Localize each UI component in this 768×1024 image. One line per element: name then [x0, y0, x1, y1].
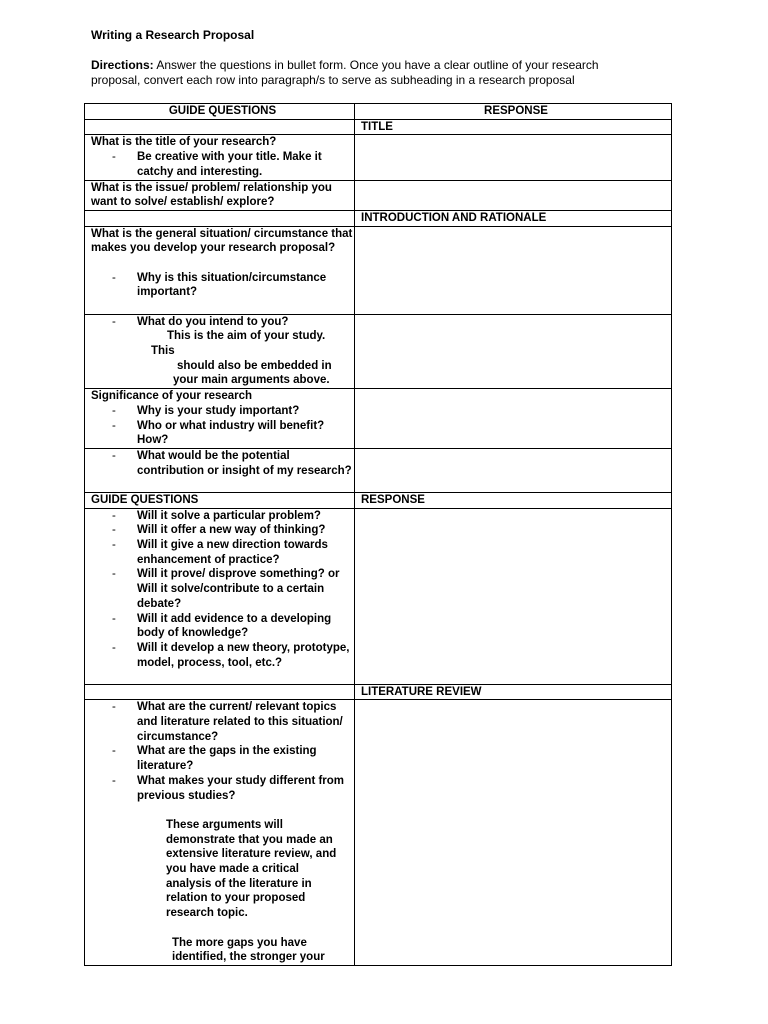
table-row — [85, 226, 672, 314]
response-cell[interactable] — [355, 448, 672, 492]
response-cell[interactable] — [355, 700, 672, 966]
section-row-title — [85, 119, 672, 135]
bullet-dash: - — [112, 315, 116, 328]
section-left-empty — [85, 210, 355, 226]
bullet-text: Why is your study important? — [137, 404, 300, 417]
bullet-dash: - — [112, 524, 116, 537]
bullet-item — [91, 641, 354, 670]
bullet-item — [91, 509, 354, 524]
question-cell — [85, 314, 355, 389]
note-text: your main arguments above. — [173, 374, 330, 387]
directions-text — [91, 58, 651, 88]
bullet-dash: - — [112, 612, 116, 625]
section-label-literature: LITERATURE REVIEW — [355, 684, 672, 700]
response-cell[interactable] — [355, 389, 672, 449]
section-left-empty — [85, 684, 355, 700]
response-cell[interactable] — [355, 508, 672, 684]
bullet-dash: - — [112, 419, 116, 432]
question-cell — [85, 226, 355, 314]
table-row — [85, 180, 672, 210]
bullet-text: Will it develop a new theory, prototype, model, process, tool, etc.? — [137, 641, 350, 669]
spacer — [91, 921, 354, 936]
subheader-row — [85, 492, 672, 508]
question-cell — [85, 135, 355, 180]
bullet-text: What are the gaps in the existing literature? — [137, 745, 317, 773]
bullet-text: Be creative with your title. Make it catchy and interesting. — [137, 151, 322, 178]
bullet-dash: - — [112, 568, 116, 581]
bullet-text: What makes your study different from previous studies? — [137, 774, 345, 802]
note-text: should also be embedded in — [177, 359, 332, 372]
header-response: RESPONSE — [355, 104, 672, 120]
bullet-dash: - — [112, 271, 116, 284]
response-cell[interactable] — [355, 135, 672, 180]
table-row — [85, 448, 672, 492]
section-row-literature — [85, 684, 672, 700]
header-guide-questions: GUIDE QUESTIONS — [85, 104, 355, 120]
question-cell — [85, 448, 355, 492]
bullet-text: What do you intend to you? — [137, 315, 289, 328]
bullet-dash: - — [112, 509, 116, 522]
bullet-item — [91, 744, 354, 773]
bullet-dash: - — [112, 701, 116, 714]
note-text: This — [151, 345, 175, 358]
section-row-introduction — [85, 210, 672, 226]
bullet-text: Will it offer a new way of thinking? — [137, 524, 326, 537]
table-row — [85, 135, 672, 180]
bullet-item — [91, 150, 354, 179]
bullet-dash: - — [112, 449, 116, 462]
spacer — [91, 256, 354, 271]
response-cell[interactable] — [355, 226, 672, 314]
bullet-item — [91, 538, 354, 567]
bullet-item — [91, 612, 354, 641]
table-header-row — [85, 104, 672, 120]
bullet-dash: - — [112, 151, 116, 164]
question-cell — [85, 180, 355, 210]
section-label-title: TITLE — [355, 119, 672, 135]
bullet-dash: - — [112, 404, 116, 417]
bullet-item — [91, 419, 354, 448]
section-label-introduction: INTRODUCTION AND RATIONALE — [355, 210, 672, 226]
bullet-text: Will it add evidence to a developing body of knowledge? — [137, 612, 332, 640]
response-cell[interactable] — [355, 180, 672, 210]
question-text: What is the issue/ problem/ relationship you want to solve/ establish/ explore? — [91, 181, 332, 209]
subheader-response: RESPONSE — [355, 492, 672, 508]
question-text: What is the title of your research? — [91, 136, 277, 149]
question-cell — [85, 700, 355, 966]
table-row — [85, 389, 672, 449]
table-row — [85, 700, 672, 966]
table-row — [85, 508, 672, 684]
bullet-text: Will it prove/ disprove something? or Will it solve/contribute to a certain debate? — [137, 568, 340, 610]
bullet-dash: - — [112, 539, 116, 552]
subheader-guide-questions: GUIDE QUESTIONS — [85, 492, 355, 508]
bullet-item — [91, 271, 354, 300]
bullet-item — [91, 567, 354, 611]
bullet-text: Will it give a new direction towards enhancement of practice? — [137, 539, 328, 566]
guide-questions-table — [84, 103, 672, 966]
question-text: Significance of your research — [91, 390, 253, 403]
question-cell — [85, 389, 355, 449]
page-title: Writing a Research Proposal — [91, 28, 255, 42]
bullet-text: What would be the potential contribution or insight of my research? — [137, 449, 352, 477]
bullet-text: Why is this situation/circumstance important? — [137, 271, 327, 299]
table-row — [85, 314, 672, 389]
bullet-text: Will it solve a particular problem? — [137, 509, 321, 522]
section-left-empty — [85, 119, 355, 135]
spacer — [91, 803, 354, 818]
note-text: This is the aim of your study. — [167, 330, 326, 343]
directions-label: Directions: — [91, 58, 154, 72]
note-text: These arguments will demonstrate that you made an extensive literature review, and you have made a critical analysis of the literature in relation to your proposed research topic. — [166, 818, 337, 920]
bullet-item — [91, 315, 354, 330]
bullet-text: Who or what industry will benefit? How? — [137, 419, 325, 447]
bullet-item — [91, 700, 354, 744]
directions-body: Answer the questions in bullet form. Once you have a clear outline of your research proposal, convert each row into paragraph/s to serve as subheading in a research proposal — [91, 58, 599, 87]
note-text: The more gaps you have identified, the stronger your — [172, 936, 325, 964]
bullet-dash: - — [112, 641, 116, 654]
bullet-item — [91, 404, 354, 419]
question-text: What is the general situation/ circumstance that makes you develop your research proposal? — [91, 227, 353, 255]
response-cell[interactable] — [355, 314, 672, 389]
question-cell — [85, 508, 355, 684]
bullet-item — [91, 449, 354, 478]
bullet-item — [91, 523, 354, 538]
bullet-dash: - — [112, 745, 116, 758]
bullet-item — [91, 774, 354, 803]
bullet-dash: - — [112, 774, 116, 787]
bullet-text: What are the current/ relevant topics and literature related to this situation/ circumstance? — [137, 701, 343, 743]
